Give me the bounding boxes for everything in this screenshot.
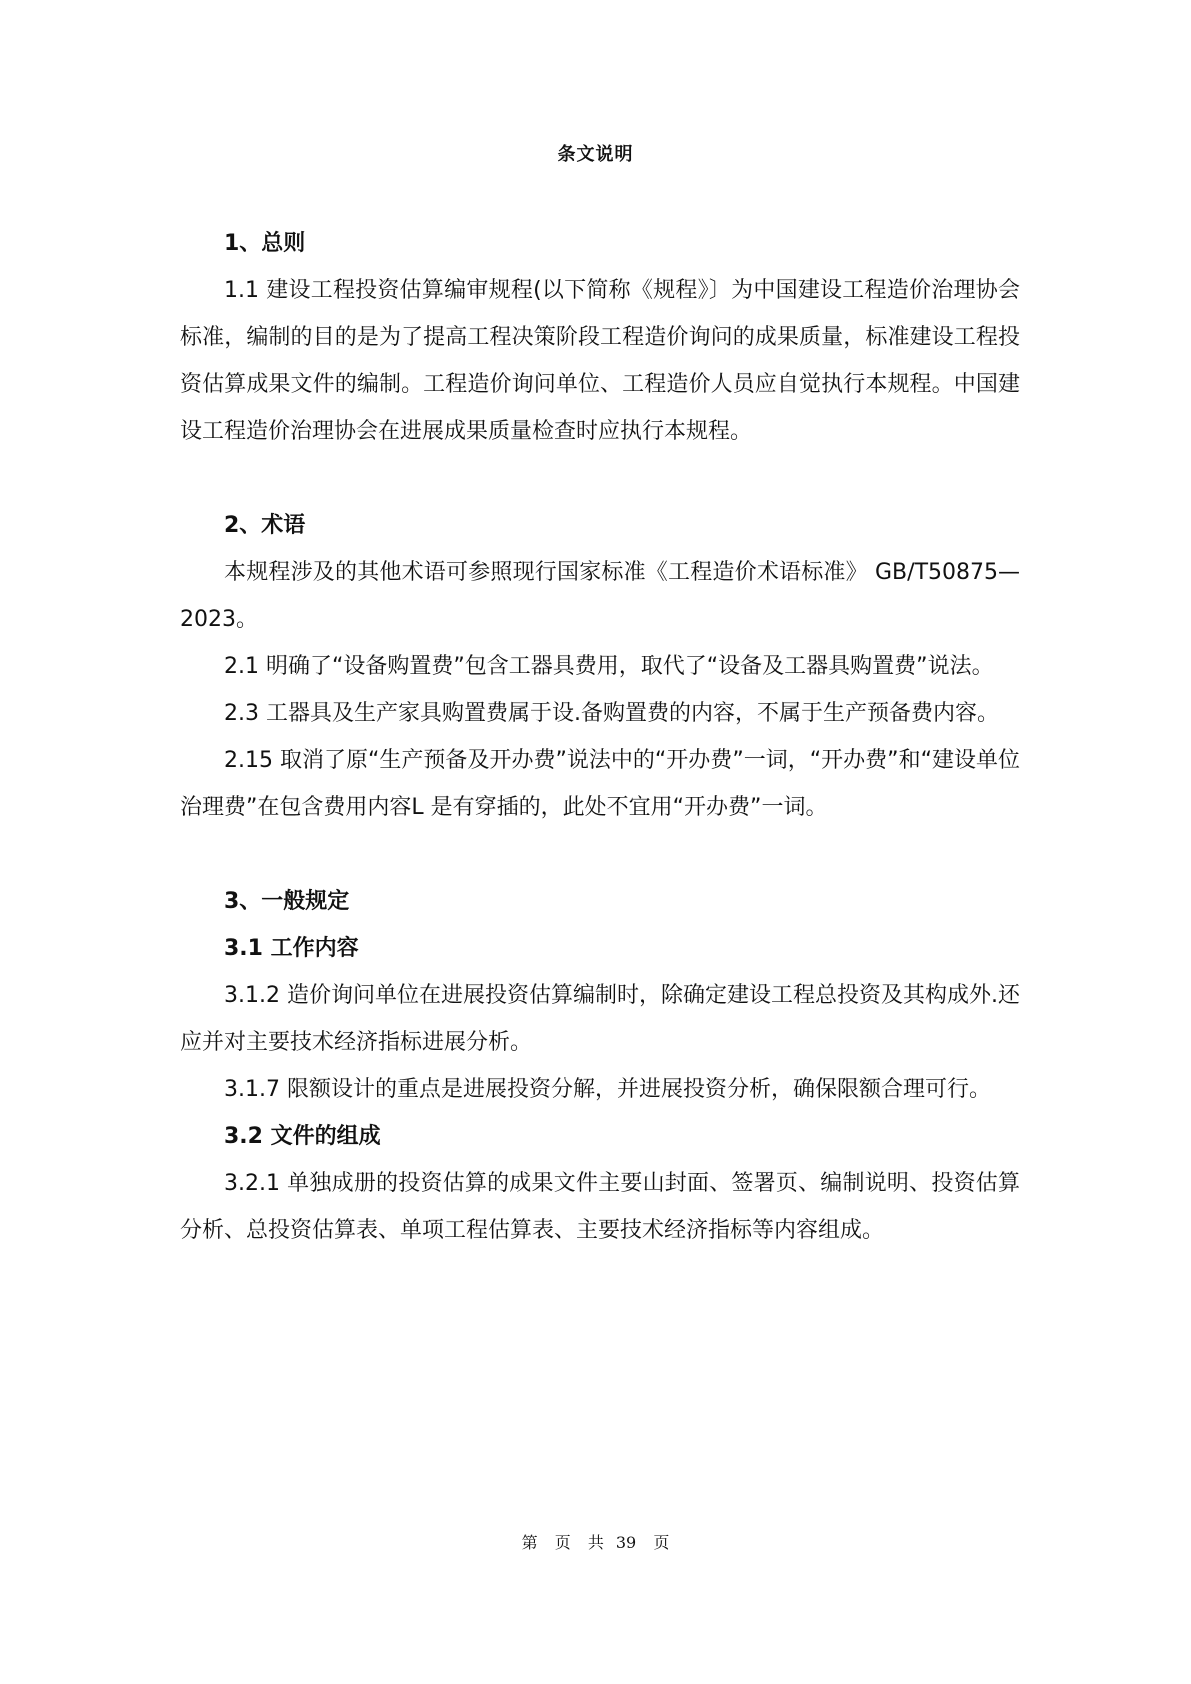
section-1-heading: 1、总则: [224, 231, 306, 256]
section-2-paragraph-2: 2.1 明确了“设备购置费”包含工器具费用，取代了“设备及工器具购置费”说法。: [224, 654, 994, 679]
footer-page-word: 页: [554, 1533, 571, 1552]
document-body: [180, 220, 1020, 1254]
page-footer: [0, 1530, 1191, 1553]
section-2-paragraph-4: 2.15 取消了原“生产预备及开办费”说法中的“开办费”一词，“开办费”和“建设单位治理费”在包含费用内容L 是有穿插的，此处不宜用“开办费”一词。: [180, 748, 1020, 820]
section-3-paragraph-2: 3.1.7 限额设计的重点是进展投资分解，并进展投资分析，确保限额合理可行。: [224, 1077, 991, 1102]
section-2-paragraph-3: 2.3 工器具及生产家具购置费属于设.备购置费的内容，不属于生产预备费内容。: [224, 701, 999, 726]
section-3-heading: 3、一般规定: [224, 889, 350, 914]
document-title: 条文说明: [557, 144, 634, 165]
footer-total-label: 共: [587, 1533, 604, 1552]
section-1-paragraph: 1.1 建设工程投资估算编审规程(以下简称《规程》〕为中国建设工程造价治理协会标准，编制的目的是为了提高工程决策阶段工程造价询问的成果质量，标准建设工程投资估算成果文件的编制。工程造价询问单位、工程造价人员应自觉执行本规程。中国建设工程造价治理协会在进展成果质量检查时应执行本规程。: [180, 278, 1020, 444]
footer-total-pages: 39: [615, 1533, 637, 1552]
section-2-paragraph-1: 本规程涉及的其他术语可参照现行国家标准《工程造价术语标准》 GB/T50875—2023。: [180, 560, 1020, 632]
section-gap: [180, 455, 1020, 502]
section-3-1-heading: 3.1 工作内容: [224, 936, 359, 961]
section-3-paragraph-1: 3.1.2 造价询问单位在进展投资估算编制时，除确定建设工程总投资及其构成外.还应并对主要技术经济指标进展分析。: [180, 983, 1020, 1055]
section-3-2-heading: 3.2 文件的组成: [224, 1124, 381, 1149]
section-gap: [180, 831, 1020, 878]
section-3-paragraph-3: 3.2.1 单独成册的投资估算的成果文件主要山封面、签署页、编制说明、投资估算分析、总投资估算表、单项工程估算表、主要技术经济指标等内容组成。: [180, 1171, 1020, 1243]
footer-suffix: 页: [653, 1533, 670, 1552]
section-2-heading: 2、术语: [224, 513, 306, 538]
footer-prefix: 第: [521, 1533, 538, 1552]
